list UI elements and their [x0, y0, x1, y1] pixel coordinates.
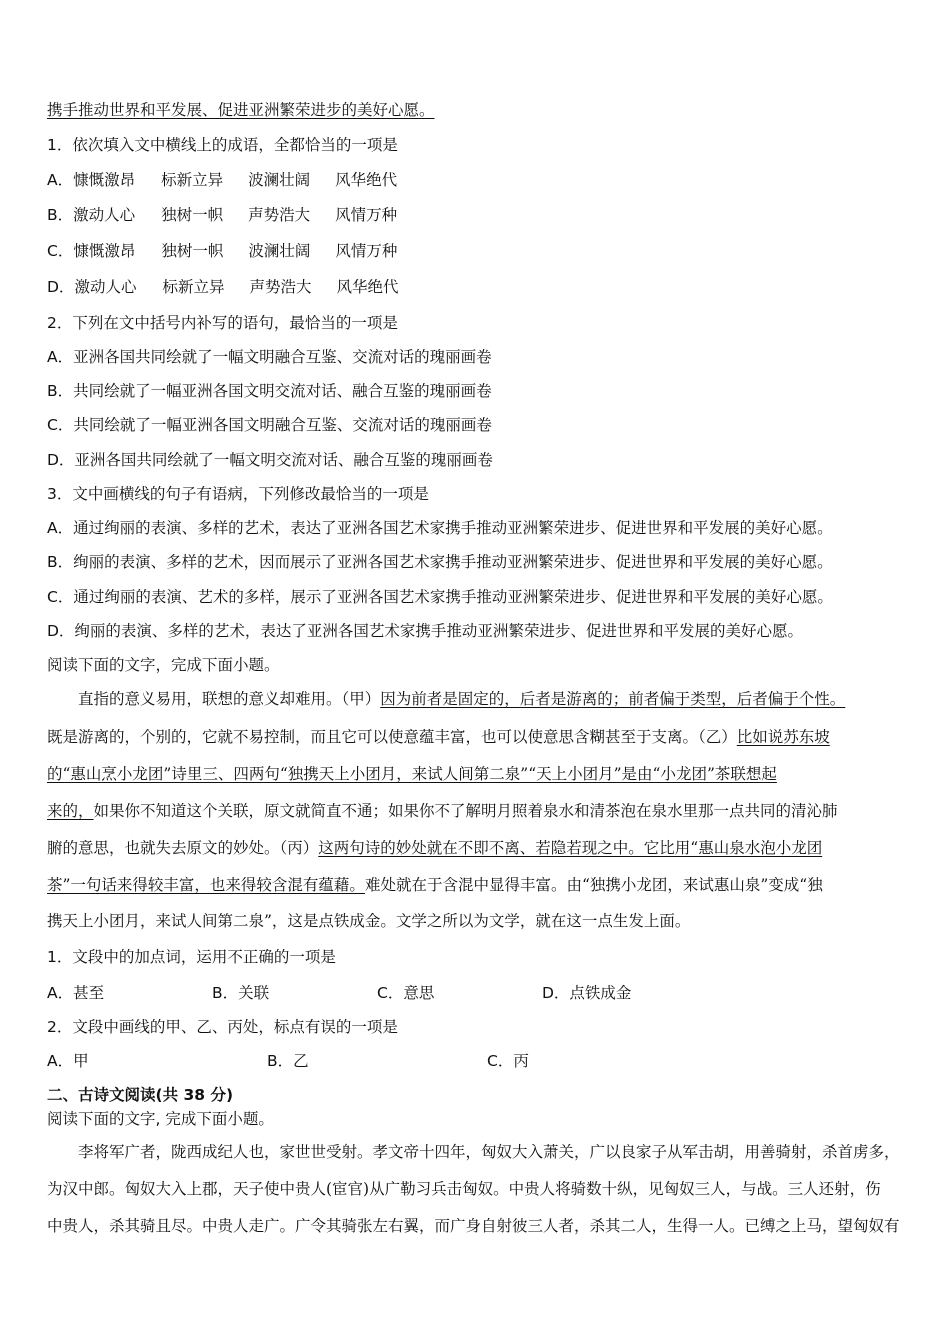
- reading-q2-stem: 2．文段中画线的甲、乙、丙处，标点有误的一项是: [47, 1018, 398, 1036]
- reading-q1-stem: 1．文段中的加点词，运用不正确的一项是: [47, 948, 336, 966]
- q3-stem: 3．文中画横线的句子有语病，下列修改最恰当的一项是: [47, 485, 429, 503]
- underlined-jia: 因为前者是固定的，后者是游离的；前者偏于类型，后者偏于个性。: [380, 690, 846, 708]
- passage-line: [47, 800, 838, 822]
- q2-stem: 2．下列在文中括号内补写的语句，最恰当的一项是: [47, 314, 398, 332]
- idiom: 波澜壮阔: [248, 171, 311, 189]
- idiom: 慷慨激昂: [73, 171, 136, 189]
- classical-text-line: 为汉中郎。匈奴大入上郡，天子使中贵人(宦官)从广勒习兵击匈奴。中贵人将骑数十纵，见匈奴三人，与战。三人还射，伤: [47, 1180, 881, 1198]
- reading-q1-option-c[interactable]: C．意思: [377, 984, 435, 1002]
- q1-stem: 1．依次填入文中横线上的成语，全都恰当的一项是: [47, 136, 398, 154]
- reading-intro: 阅读下面的文字，完成下面小题。: [47, 656, 280, 674]
- underlined-yi-cont: 的“惠山烹小龙团”诗里三、四两句“独携天上小团月，来试人间第二泉”“天上小团月”是由“小龙团”茶联想起: [47, 765, 777, 783]
- reading-q1-option-d[interactable]: D．点铁成金: [542, 984, 632, 1002]
- passage-line: [47, 837, 822, 859]
- reading-q2-options: [47, 1050, 529, 1072]
- idiom: 标新立异: [161, 171, 224, 189]
- q3-option-c[interactable]: C．通过绚丽的表演、艺术的多样，展示了亚洲各国艺术家携手推动亚洲繁荣进步、促进世界和平发展的美好心愿。: [47, 588, 833, 606]
- q3-option-d[interactable]: D．绚丽的表演、多样的艺术，表达了亚洲各国艺术家携手推动亚洲繁荣进步、促进世界和平发展的美好心愿。: [47, 622, 803, 640]
- passage-line: [47, 874, 823, 896]
- underlined-bing: 这两句诗的妙处就在不即不离、若隐若现之中。它比用“惠山泉水泡小龙团: [318, 839, 823, 857]
- idiom: 标新立异: [162, 278, 225, 296]
- idiom: 风情万种: [335, 242, 398, 260]
- section-heading: 二、古诗文阅读(共 38 分): [47, 1086, 234, 1104]
- idiom: 慷慨激昂: [73, 242, 136, 260]
- passage-text: 既是游离的，个别的，它就不易控制，而且它可以使意蕴丰富，也可以使意思含糊甚至于支离。（乙）: [47, 728, 737, 746]
- idiom: 激动人心: [74, 278, 137, 296]
- idiom: 风华绝代: [335, 171, 398, 189]
- option-label: C．: [47, 242, 74, 260]
- idiom: 声势浩大: [248, 206, 311, 224]
- idiom: 独树一帜: [161, 242, 224, 260]
- q3-option-b[interactable]: B．绚丽的表演、多样的艺术，因而展示了亚洲各国艺术家携手推动亚洲繁荣进步、促进世界和平发展的美好心愿。: [47, 553, 833, 571]
- underlined-yi-end: 来的，: [47, 802, 94, 820]
- q1-option-d[interactable]: [47, 276, 398, 298]
- section-intro: 阅读下面的文字, 完成下面小题。: [47, 1110, 274, 1128]
- underlined-yi: 比如说苏东坡: [736, 728, 830, 746]
- reading-q2-option-a[interactable]: A．甲: [47, 1052, 89, 1070]
- q1-option-a[interactable]: [47, 169, 397, 191]
- q1-option-b[interactable]: [47, 204, 397, 226]
- passage-text: 直指的意义易用，联想的意义却难用。（甲）: [78, 690, 381, 708]
- idiom: 波澜壮阔: [248, 242, 311, 260]
- option-label: A．: [47, 171, 74, 189]
- idiom: 独树一帜: [161, 206, 224, 224]
- passage-line: [78, 688, 845, 710]
- reading-q1-option-a[interactable]: A．甚至: [47, 984, 105, 1002]
- idiom: 激动人心: [73, 206, 136, 224]
- q1-option-c[interactable]: [47, 240, 397, 262]
- option-label: D．: [47, 278, 75, 296]
- passage-line: [47, 726, 830, 748]
- q2-option-b[interactable]: B．共同绘就了一幅亚洲各国文明交流对话、融合互鉴的瑰丽画卷: [47, 382, 492, 400]
- q2-option-c[interactable]: C．共同绘就了一幅亚洲各国文明融合互鉴、交流对话的瑰丽画卷: [47, 416, 492, 434]
- passage-text: 如果你不知道这个关联，原文就简直不通；如果你不了解明月照着泉水和清茶泡在泉水里那一点共同的清沁肺: [93, 802, 838, 820]
- q2-option-a[interactable]: A．亚洲各国共同绘就了一幅文明融合互鉴、交流对话的瑰丽画卷: [47, 348, 492, 366]
- passage-text: 腑的意思，也就失去原文的妙处。（丙）: [47, 839, 319, 857]
- q3-option-a[interactable]: A．通过绚丽的表演、多样的艺术，表达了亚洲各国艺术家携手推动亚洲繁荣进步、促进世界和平发展的美好心愿。: [47, 519, 833, 537]
- reading-q2-option-b[interactable]: B．乙: [267, 1052, 309, 1070]
- reading-q1-options: [47, 982, 631, 1004]
- passage-text: 难处就在于含混中显得丰富。由“独携小龙团，来试惠山泉”变成“独: [364, 876, 823, 894]
- passage-line: 携天上小团月，来试人间第二泉”，这是点铁成金。文学之所以为文学，就在这一点生发上面。: [47, 912, 691, 930]
- idiom: 声势浩大: [249, 278, 312, 296]
- idiom: 风华绝代: [336, 278, 399, 296]
- reading-q2-option-c[interactable]: C．丙: [487, 1052, 529, 1070]
- option-label: B．: [47, 206, 74, 224]
- reading-q1-option-b[interactable]: B．关联: [212, 984, 270, 1002]
- classical-text-line: 李将军广者，陇西成纪人也，家世世受射。孝文帝十四年，匈奴大入萧关，广以良家子从军击胡，用善骑射，杀首虏多，: [78, 1143, 900, 1161]
- underlined-bing-end: 茶”一句话来得较丰富，也来得较含混有蕴藉。: [47, 876, 365, 894]
- q2-option-d[interactable]: D．亚洲各国共同绘就了一幅文明交流对话、融合互鉴的瑰丽画卷: [47, 451, 493, 469]
- classical-text-line: 中贵人，杀其骑且尽。中贵人走广。广令其骑张左右翼，而广身自射彼三人者，杀其二人，生得一人。已缚之上马，望匈奴有: [47, 1217, 900, 1235]
- idiom: 风情万种: [335, 206, 398, 224]
- passage-tail-underlined: 携手推动世界和平发展、促进亚洲繁荣进步的美好心愿。: [47, 101, 435, 119]
